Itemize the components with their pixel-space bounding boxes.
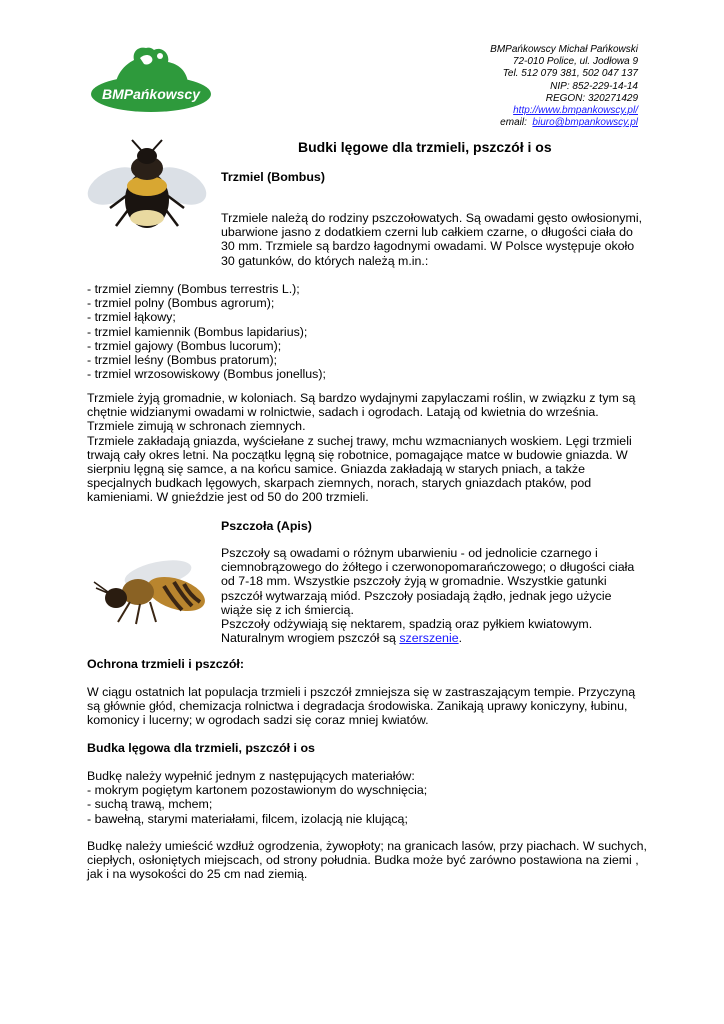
company-line: REGON: 320271429: [545, 92, 638, 104]
text-span: .: [458, 631, 463, 646]
list-item: - trzmiel łąkowy;: [87, 310, 176, 325]
paragraph-line: sierpniu lęgną się samce, a na końcu samice. Gniazda zakładają w starych pniach, a także: [87, 462, 585, 477]
page-title: Budki lęgowe dla trzmieli, pszczół i os: [298, 139, 552, 155]
paragraph-line: od 7-18 mm. Wszystkie pszczoły żyją w gromadnie. Wszystkie gatunki: [221, 574, 607, 589]
list-item: - trzmiel wrzosowiskowy (Bombus jonellus);: [87, 367, 326, 382]
company-line: BMPańkowscy Michał Pańkowski: [490, 44, 638, 55]
paragraph-line: W ciągu ostatnich lat populacja trzmieli i pszczół zmniejsza się w zastraszającym tempie. Przyczyną: [87, 685, 636, 699]
paragraph-line: Trzmiele zimują w schronach ziemnych.: [87, 419, 306, 434]
company-logo: [88, 42, 214, 116]
paragraph-line: komonicy i lucerny; w ogrodach sadzi się coraz mniej kwiatów.: [87, 713, 429, 728]
list-item: - trzmiel polny (Bombus agrorum);: [87, 296, 275, 311]
paragraph-line: ubarwione jasno z dodatkiem czerni lub całkiem czarne, o długości ciała do: [221, 225, 633, 240]
list-item: - trzmiel gajowy (Bombus lucorum);: [87, 338, 282, 353]
paragraph-line: pszczół wytwarzają miód. Pszczoły posiadają żądło, jednak jego użycie: [221, 588, 612, 603]
list-item: - trzmiel kamiennik (Bombus lapidarius);: [87, 324, 308, 339]
paragraph-line: specjalnych budkach lęgowych, skarpach ziemnych, norach, starych gniazdach ptaków, pod: [87, 476, 592, 491]
company-line: Tel. 512 079 381, 502 047 137: [502, 68, 638, 80]
paragraph-line: ciepłych, osłoniętych miejscach, od strony południa. Budka może być zarówno postawiona na ziemi ,: [87, 853, 639, 868]
paragraph-line: Trzmiele zakładają gniazda, wyściełane z suchej trawy, mchu wzmacnianych woskiem. Lęgi trzmieli: [87, 433, 632, 448]
paragraph-line: Pszczoły są owadami o różnym ubarwieniu - od jednolicie czarnego i: [221, 546, 598, 560]
paragraph-line: są głównie głód, chemizacja rolnictwa i degradacja środowiska. Zanikają uprawy koniczyny, łubinu,: [87, 699, 628, 714]
paragraph-line: trwają cały okres letni. Na początku lęgną się robotnice, pomagające matce w budowie gniazda. W: [87, 447, 628, 462]
website-link[interactable]: http://www.bmpankowscy.pl/: [513, 105, 638, 117]
paragraph-line: Pszczoły odżywiają się nektarem, spadzią oraz pyłkiem kwiatowym.: [221, 617, 593, 632]
email-label: email:: [500, 117, 527, 129]
paragraph-line: Trzmiele żyją gromadnie, w koloniach. Są bardzo wydajnymi zapylaczami roślin, w związku z tym są: [87, 391, 636, 405]
honeybee-image: [88, 552, 214, 632]
paragraph-line: Trzmiele należą do rodziny pszczołowatych. Są owadami gęsto owłosionymi,: [221, 211, 643, 225]
logo-text: BMPańkowscy: [101, 86, 201, 102]
szerszenie-link[interactable]: szerszenie: [399, 631, 459, 646]
paragraph-line: 30 gatunków, do których należą m.in.:: [221, 253, 429, 268]
paragraph-line: ciemnobrązowego do żółtego i czerwonopomarańczowego; o długości ciała: [221, 560, 635, 575]
company-line: 72-010 Police, ul. Jodłowa 9: [512, 56, 638, 68]
trzmiel-intro: [221, 211, 642, 268]
budka-materials: [87, 769, 427, 826]
list-item: - suchą trawą, mchem;: [87, 797, 213, 812]
list-item: - bawełną, starymi materiałami, filcem, izolacją nie klującą;: [87, 811, 408, 826]
company-info: [490, 44, 638, 129]
section-heading-pszczola: Pszczoła (Apis): [221, 519, 312, 533]
email-link[interactable]: biuro@bmpankowscy.pl: [532, 117, 638, 129]
section-heading-ochrona: Ochrona trzmieli i pszczół:: [87, 657, 244, 671]
species-list: [87, 282, 326, 381]
ochrona-description: [87, 685, 635, 728]
paragraph-line: wiąże się z ich śmiercią.: [221, 602, 354, 617]
text-span: Naturalnym wrogiem pszczół są: [221, 631, 400, 646]
paragraph-line: chętnie widzianymi owadami w rolnictwie, sadach i ogrodach. Latają od kwietnia do września.: [87, 405, 599, 420]
bumblebee-image: [84, 138, 210, 238]
list-item: - mokrym pogiętym kartonem pozostawionym do wyschnięcia;: [87, 783, 428, 798]
paragraph-line: Budkę należy umieścić wzdłuż ogrodzenia, żywopłoty; na granicach lasów, przy piachach. W suchych,: [87, 839, 647, 853]
list-item: Budkę należy wypełnić jednym z następujących materiałów:: [87, 769, 415, 783]
list-item: - trzmiel leśny (Bombus pratorum);: [87, 353, 278, 368]
section-heading-trzmiel: Trzmiel (Bombus): [221, 170, 325, 184]
section-heading-budka: Budka lęgowa dla trzmieli, pszczół i os: [87, 741, 315, 755]
paragraph-line: jak i na wysokości do 25 cm nad ziemią.: [87, 867, 308, 882]
paragraph-line: 30 mm. Trzmiele są bardzo łagodnymi owadami. W Polsce występuje około: [221, 239, 635, 254]
trzmiel-description: [87, 391, 635, 505]
company-line: NIP: 852-229-14-14: [550, 80, 638, 92]
list-item: - trzmiel ziemny (Bombus terrestris L.);: [87, 282, 300, 296]
budka-placement: [87, 839, 647, 882]
paragraph-line: [221, 631, 634, 645]
pszczola-description: [221, 546, 634, 645]
paragraph-line: kamieniami. W gnieździe jest od 50 do 200 trzmieli.: [87, 490, 369, 505]
